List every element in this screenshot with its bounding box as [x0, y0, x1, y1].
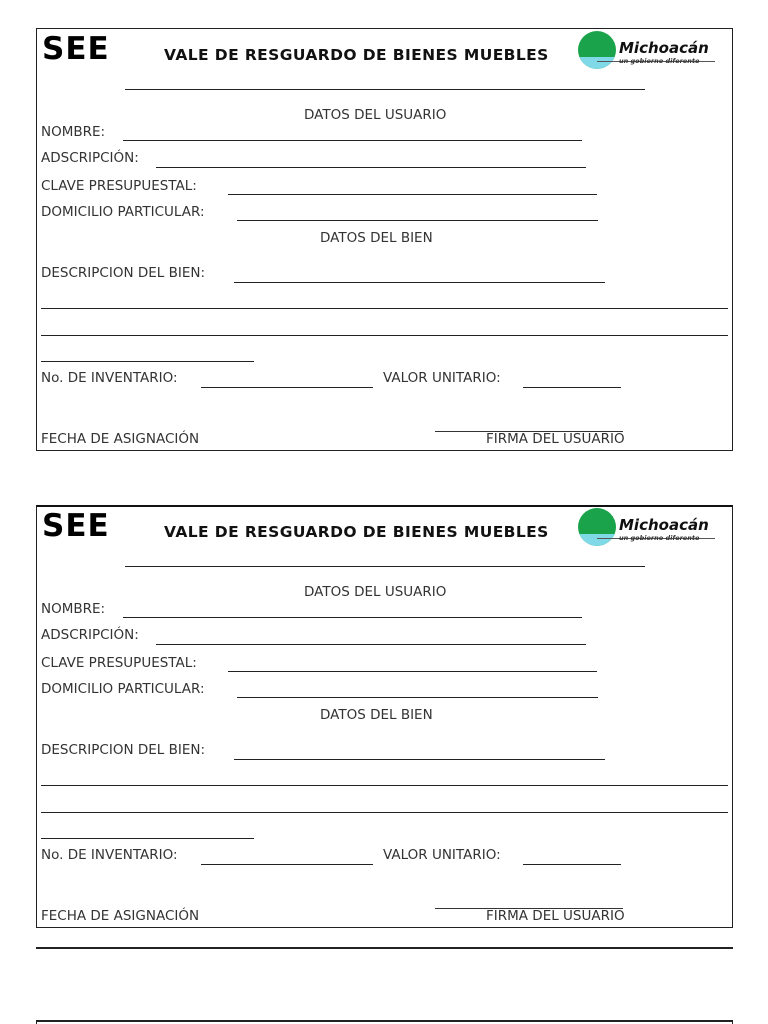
logo-tagline: un gobierno diferente: [619, 57, 700, 65]
clave-field[interactable]: [228, 194, 597, 195]
adscripcion-field[interactable]: [156, 644, 586, 645]
adscripcion-label: ADSCRIPCIÓN:: [41, 150, 139, 166]
voucher-form-2: [36, 505, 733, 928]
inventario-field[interactable]: [201, 864, 373, 865]
section-user-heading: DATOS DEL USUARIO: [304, 107, 447, 123]
nombre-label: NOMBRE:: [41, 124, 106, 140]
descripcion-line-4[interactable]: [41, 838, 254, 839]
voucher-form-1: [36, 28, 733, 451]
firma-label: FIRMA DEL USUARIO: [486, 431, 625, 447]
descripcion-line-3[interactable]: [41, 335, 728, 336]
nombre-field[interactable]: [123, 140, 582, 141]
voucher-form-3-top-edge: [36, 1020, 733, 1022]
valor-label: VALOR UNITARIO:: [383, 370, 501, 386]
descripcion-label: DESCRIPCION DEL BIEN:: [41, 265, 206, 281]
descripcion-label: DESCRIPCION DEL BIEN:: [41, 742, 206, 758]
domicilio-label: DOMICILIO PARTICULAR:: [41, 681, 205, 697]
logo-circle-icon: [578, 508, 616, 546]
michoacan-logo: [577, 508, 717, 550]
firma-label: FIRMA DEL USUARIO: [486, 908, 625, 924]
logo-tagline: un gobierno diferente: [619, 534, 700, 542]
title-underline: [125, 89, 645, 90]
descripcion-field[interactable]: [234, 282, 605, 283]
title-underline: [125, 566, 645, 567]
fecha-label: FECHA DE ASIGNACIÓN: [41, 908, 200, 924]
clave-field[interactable]: [228, 671, 597, 672]
descripcion-field[interactable]: [234, 759, 605, 760]
descripcion-line-2[interactable]: [41, 308, 728, 309]
logo-circle-icon: [578, 31, 616, 69]
section-user-heading: DATOS DEL USUARIO: [304, 584, 447, 600]
logo-name: Michoacán: [619, 516, 709, 534]
valor-field[interactable]: [523, 864, 621, 865]
valor-field[interactable]: [523, 387, 621, 388]
descripcion-line-2[interactable]: [41, 785, 728, 786]
section-bien-heading: DATOS DEL BIEN: [320, 707, 433, 723]
form-separator-line: [36, 947, 733, 949]
clave-label: CLAVE PRESUPUESTAL:: [41, 655, 197, 671]
valor-label: VALOR UNITARIO:: [383, 847, 501, 863]
domicilio-label: DOMICILIO PARTICULAR:: [41, 204, 205, 220]
see-heading: SEE: [42, 508, 110, 544]
nombre-field[interactable]: [123, 617, 582, 618]
nombre-label: NOMBRE:: [41, 601, 106, 617]
michoacan-logo: [577, 31, 717, 73]
descripcion-line-4[interactable]: [41, 361, 254, 362]
section-bien-heading: DATOS DEL BIEN: [320, 230, 433, 246]
form-title: VALE DE RESGUARDO DE BIENES MUEBLES: [164, 46, 549, 64]
domicilio-field[interactable]: [237, 697, 598, 698]
form-title: VALE DE RESGUARDO DE BIENES MUEBLES: [164, 523, 549, 541]
logo-name: Michoacán: [619, 39, 709, 57]
inventario-label: No. DE INVENTARIO:: [41, 370, 178, 386]
descripcion-line-3[interactable]: [41, 812, 728, 813]
clave-label: CLAVE PRESUPUESTAL:: [41, 178, 197, 194]
domicilio-field[interactable]: [237, 220, 598, 221]
inventario-label: No. DE INVENTARIO:: [41, 847, 178, 863]
see-heading: SEE: [42, 31, 110, 67]
fecha-label: FECHA DE ASIGNACIÓN: [41, 431, 200, 447]
inventario-field[interactable]: [201, 387, 373, 388]
adscripcion-label: ADSCRIPCIÓN:: [41, 627, 139, 643]
adscripcion-field[interactable]: [156, 167, 586, 168]
